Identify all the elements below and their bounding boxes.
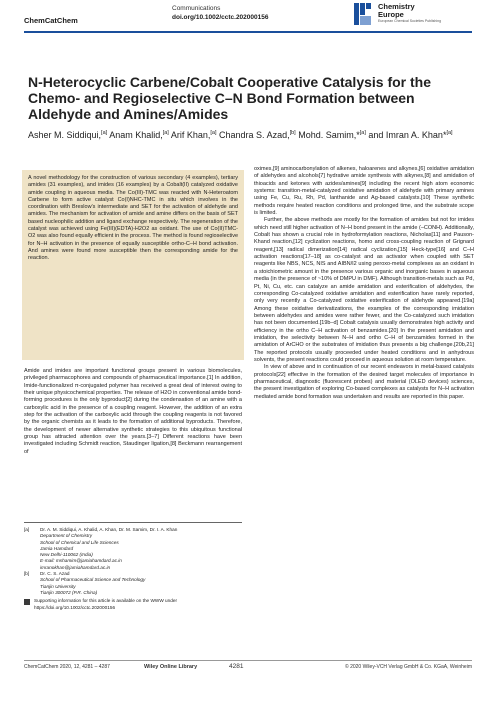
footer-citation: ChemCatChem 2020, 12, 4281 – 4287 [24,664,110,670]
footer-copyright: © 2020 Wiley-VCH Verlag GmbH & Co. KGaA, Weinheim [345,664,472,670]
article-title: N-Heterocyclic Carbene/Cobalt Cooperative Catalysis for the Chemo- and Regioselective C–N Bond Formation between Aldehyde and Amines/Amides [28,74,432,122]
author [219,130,296,140]
author-affiliation-mark: [a] [162,130,169,136]
footnote-line: Dr. A. M. Siddiqui, A. Khalid, A. Khan, Dr. M. Samim, Dr. I. A. Khan [40,527,178,532]
article-type: Communications [172,5,221,12]
chemistry-europe-icon [354,3,372,25]
logo-line-2: Europe [378,10,404,19]
author-affiliation-mark: [a] [210,130,217,136]
supporting-info-text[interactable]: Supporting information for this article is available on the WWW under https://doi.org/10.1002/cctc.202000156 [34,598,178,610]
chemistry-europe-logo [354,2,472,28]
footnote-line: Jamia Hamdard [40,545,74,551]
footnote-line: New Delhi-110062 (India) [40,552,93,558]
author [28,130,107,140]
author-name: Asher M. Siddiqui, [28,130,102,140]
footnote-line: imranokhan@jamiahamdard.ac.in [40,564,111,570]
author-name: Chandra S. Azad, [219,130,290,140]
author-name: Anam Khalid, [109,130,163,140]
supporting-info-icon [24,599,30,605]
footnote-tag: [b] [24,571,30,577]
author-affiliation-mark: [a] [359,130,366,136]
logo-line-1: Chemistry [378,2,415,11]
supporting-info-note [24,598,242,611]
journal-name: ChemCatChem [24,16,78,25]
author-name: Mohd. Samim,* [298,130,360,140]
author-affiliation-mark: [b] [289,130,296,136]
author-name: and Imran A. Khan* [368,130,447,140]
footnote-line: Tianjin 300072 (P.R. China) [40,589,98,595]
body-paragraph: Amide and imides are important functional groups present in various biomolecules, privileged pharmacophores and compounds of pharmaceutical importance.[1] In addition, Imide-functionalized π-conjugated polymer has received a great deal of interest owing to their unique physicochemical properties. The release of H2O in conventional amide bond-forming procedures is the only byproduct[2] during the condensation of an amine with a carboxylic acid in the presence of a coupling reagent. However, the addition of an extra step for the activation of the carboxylic acid through the coupling reagents is not favored by the organic chemists as it leads to the formation of additional byproducts. Therefore, the development of newer alternative synthetic strategies to this ubiquitous functional group has attracted attention over the years.[3–7] Different reactions have been investigated including Schmidt reaction, Staudinger ligation,[8] Beckmann rearrangement of [24,368,242,455]
footer-rule [24,660,472,661]
author [298,130,366,140]
affiliation-footnote [24,527,242,571]
footnote-line: Dr. C. S. Azad [40,571,70,577]
footnote-line: E-mail: mshamim@jamiahamdard.ac.in [40,558,122,564]
author [368,130,452,140]
author-affiliation-mark: [a] [446,130,453,136]
footnote-line: School of Chemical and Life Sciences [40,539,119,545]
affiliation-footnote [24,571,242,596]
body-left-column [24,368,242,456]
doi-link[interactable]: doi.org/10.1002/cctc.202000156 [172,14,269,21]
logo-text [378,3,415,19]
footnote-tag: [a] [24,527,30,532]
body-paragraph: oximes,[9] aminocarbonylation of alkenes, haloarenes and alkynes,[6] oxidative amidation of aldehydes and alcohols[7] hydrative amide synthesis with alkynes,[8] and amidation of thioacids and ketones with azides/amines[9] including the recent high atom economic systems: transition-metal-catalyzed oxidative amidation of aldehyde with primary amines using Fe, Cu, Ru, Rh, Pd, lanthanide and Ag-based catalysts.[10] These synthetic methods require heated reaction conditions and prolonged time, and the substrate scope is limited. [254,166,474,217]
page-header [24,0,472,28]
body-paragraph: Further, the above methods are mostly for the formation of amides but not for imides which need still higher activation of N–H bond present in the amide (–CONH). Additionally, Cobalt has shown a crucial role in hydroformylation reactions, Nicholas[11] and Pauson-Khand reaction,[12] cyclization reactions, homo and cross-coupling reaction of Grignard reagent,[13] radical dimerization[14] radical cyclization,[15] Heck-type[16] and C–H activation reactions[17–18] as co-catalyst and as activator when coupled with SET reagents like NBS, NCS, NIS and AIBN/I2 using peroxo-metal complexes as an oxidant in a stoichiometric amount in the presence various organic and inorganic bases in aqueous media (in the presence of ~10% of DMPU in DMF). Although transition-metals such as Pd, Pt, Ni, Cu, etc. can catalyze an amide amidation and esterification of aldehydes, the corresponding Co-catalyzed oxidative amidation and esterification have rarely reported, only very recently a Co-catalyzed oxidative esterification of aldehyde appeared.[19a] Among these oxidative derivatizations, the examples of the corresponding imidation between aldehydes and amides were rather fewer, and the Co-catalyzed such imidation has not been documented.[19b–d] Cobalt catalysis usually demonstrates high activity and efficiency in the ortho C–H activation of benzamides.[20] In the present amidation and imidation, the selectivity between N–H and ortho C–H of benzamides formed in the amidation of ArCHO or the substrates of imidation thus presents a big challenge.[20b,21] The reported protocols usually proceeded under heated conditions and in anhydrous solvents, the present reactions could proceed in aqueous solution at room temperature. [254,217,474,363]
author-affiliation-mark: [a] [101,130,108,136]
author-name: Arif Khan, [170,130,211,140]
wiley-online-library-link[interactable]: Wiley Online Library [144,663,198,670]
author [109,130,169,140]
footnote-line: Tianjin University [40,583,76,589]
author [171,130,217,140]
page-number: 4281 [229,663,244,670]
body-right-column [254,166,474,401]
header-rule [24,31,472,33]
body-paragraph: In view of above and in continuation of our recent endeavors in metal-based catalysis protocols[22] effective in the formation of the desired target molecules of importance in pharmaceutical, diagnostic (fluorescent probes) and material (OLED devices) sciences, the present investigation of exploring Co-based complexes as catalysts for N–H activation mediated amide bond formation was undertaken and results are reported in this paper. [254,364,474,400]
affiliation-footnotes [24,522,242,611]
article-type-block [172,4,268,22]
author-list [28,126,468,142]
logo-subtitle: European Chemical Societies Publishing [378,19,442,23]
footnote-line: Department of Chemistry [40,533,93,539]
footnote-line: School of Pharmaceutical Science and Technology [40,577,146,583]
abstract: A novel methodology for the construction of various secondary (4 examples), tertiary amides (31 examples), and imides (16 examples) by a Cobalt(II) catalyzed oxidative amide coupling in aqueous media. The Co(III)-TMC was reacted with N-Heteroatom Carbene to form active catalyst Co(I)NHC-TMC in situ which involves in the coordination with Breslow’s intermediate and SET for the activation of aldehyde and amides. The mechanism for activation of amide and amine differs on the basis of SET based nucleophilic addition and ligand exchange respectively. The regeneration of the catalyst was achieved using Fe(III)(EDTA)-H2O2 as oxidant. The use of Co(II)TMC-O2 was also found equally efficient in the process. The method is found regioselective for N–H activation in the presence of equally susceptible ortho-C–H bond activation. And amines were found more susceptible then the corresponding amide for the reaction. [22,170,244,360]
